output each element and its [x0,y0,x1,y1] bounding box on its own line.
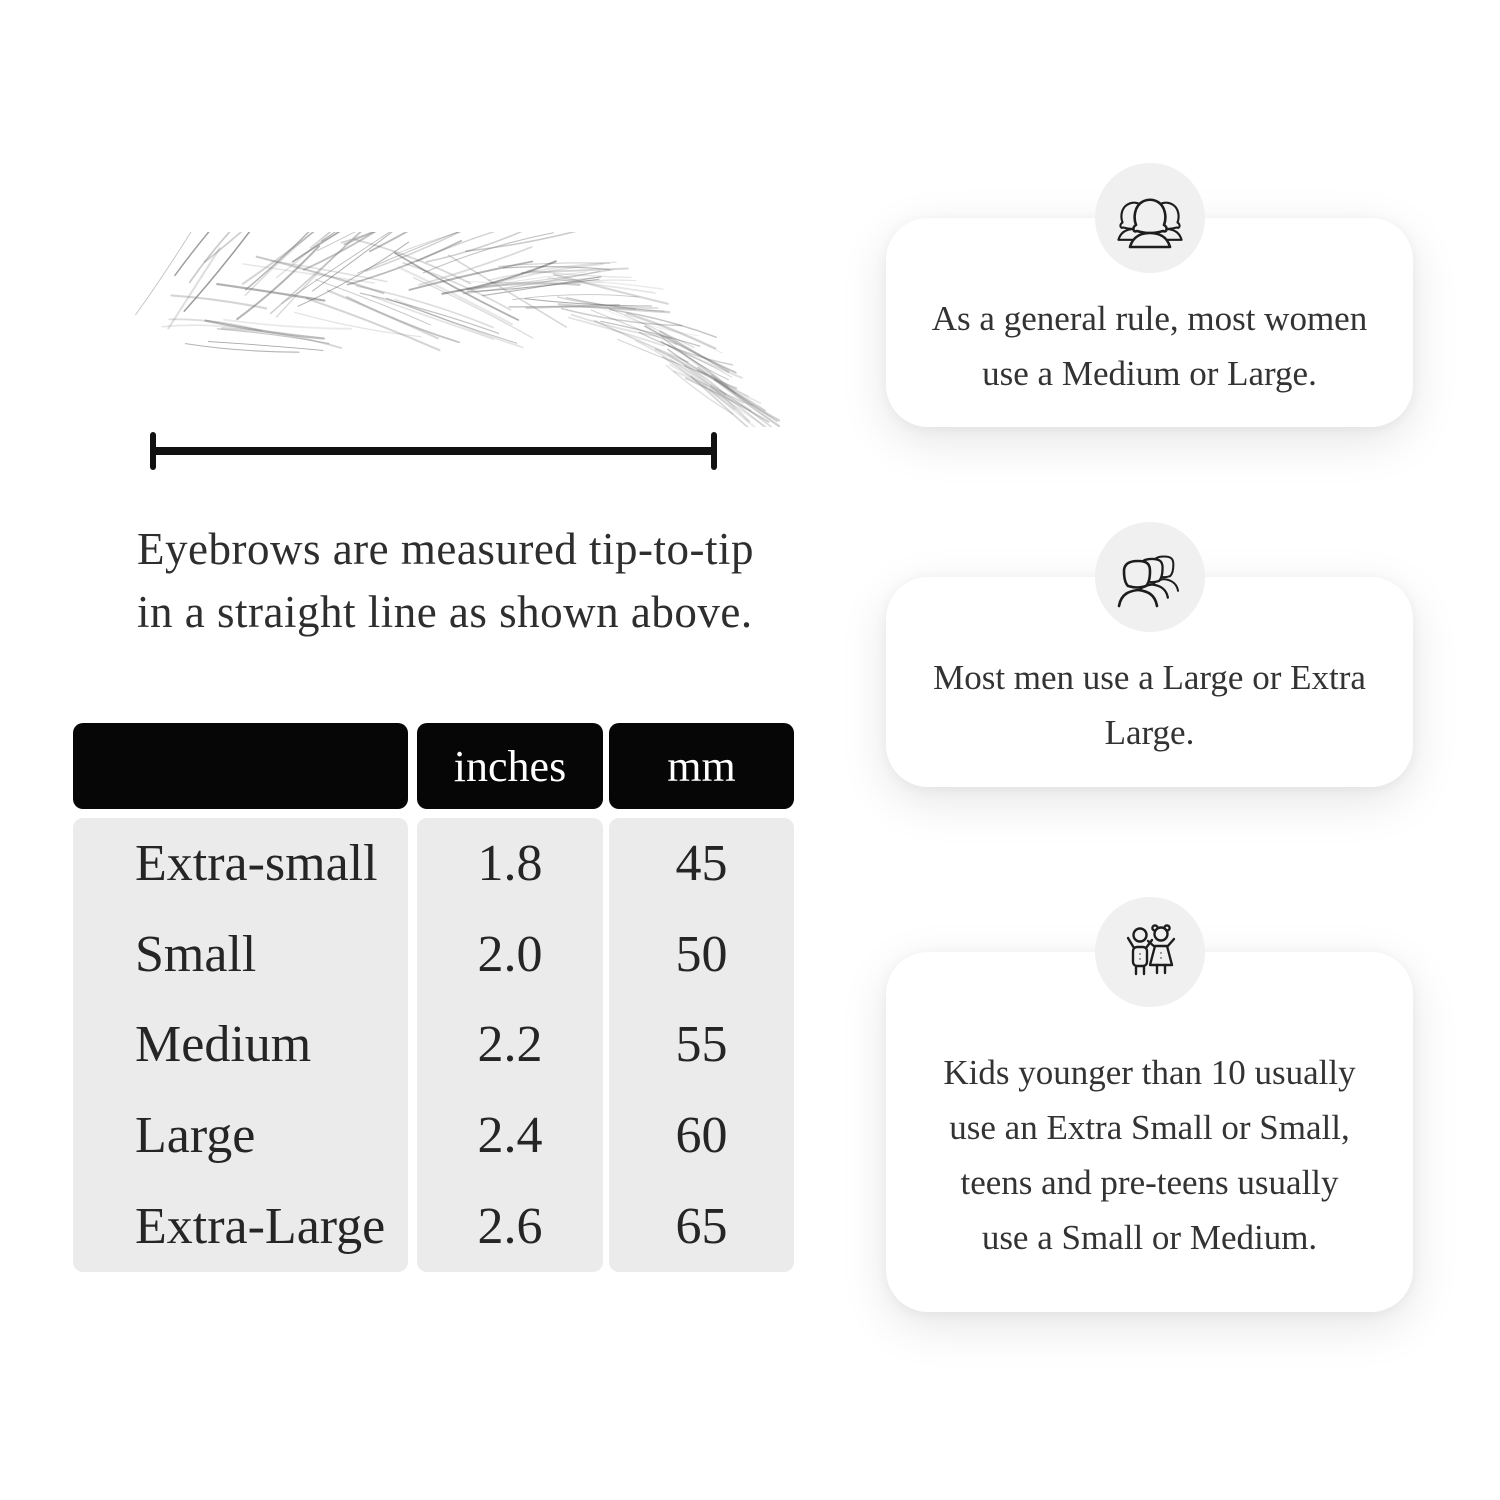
size-table-header-blank [73,723,408,809]
size-table-cell-mm: 55 [675,1016,728,1074]
size-table-cell-inches: 2.6 [477,1198,543,1256]
card-women [886,218,1413,427]
men-group-icon [1114,545,1186,609]
size-table-column-inches [417,818,603,1272]
size-table-cell-inches: 2.2 [477,1016,543,1074]
eyebrow-illustration [110,232,780,427]
eyebrow-sketch-svg [110,232,780,427]
size-table-header-inches: inches [417,723,603,809]
card-kids-text: Kids younger than 10 usually use an Extra Small or Small, teens and pre-teens usually use a Small or Medium. [943,1053,1356,1257]
size-table-cell-size: Medium [135,1016,312,1074]
card-kids [886,952,1413,1312]
size-table-cell-size: Small [135,925,257,983]
size-table-cell-mm: 60 [675,1107,728,1165]
size-table-column-sizes [73,818,408,1272]
measurement-caption: Eyebrows are measured tip-to-tip in a straight line as shown above. [137,524,755,637]
kids-icon-circle [1095,897,1205,1007]
size-table-cell-size: Extra-Large [135,1198,386,1256]
size-table-cell-mm: 65 [675,1198,728,1256]
size-table-cell-size: Large [135,1107,256,1165]
size-table-header-mm: mm [609,723,794,809]
size-table-cell-inches: 1.8 [477,834,543,892]
women-icon-circle [1095,163,1205,273]
size-table-cell-mm: 50 [675,925,728,983]
measurement-line-svg [110,430,770,472]
card-women-text: As a general rule, most women use a Medium or Large. [931,298,1368,393]
card-men-text: Most men use a Large or Extra Large. [933,658,1366,752]
kids-icon [1114,918,1186,986]
size-table-cell-mm: 45 [675,834,728,892]
card-men [886,577,1413,787]
size-table-cell-inches: 2.4 [477,1107,543,1165]
size-table-cell-size: Extra-small [135,834,378,892]
women-group-icon [1114,186,1186,250]
size-table-cell-inches: 2.0 [477,925,543,983]
measurement-line [110,430,770,472]
size-table-column-mm [609,818,794,1272]
men-icon-circle [1095,522,1205,632]
